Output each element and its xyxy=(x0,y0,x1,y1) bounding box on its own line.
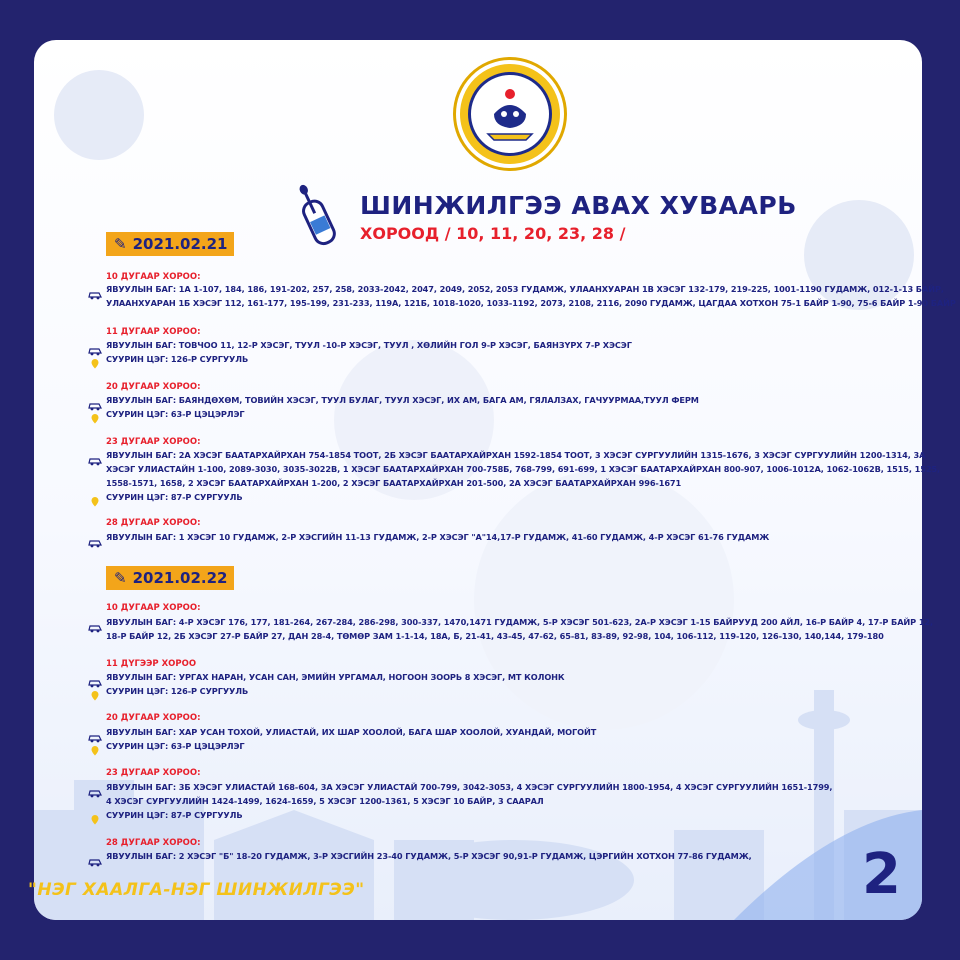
schedule-line: 1558-1571, 1658, 2 ХЭСЭГ БААТАРХАЙРХАН 1-200, 2 ХЭСЭГ БААТАРХАЙРХАН 201-500, 2А ХЭСЭГ БААТАРХАЙРХАН 996-1671 xyxy=(106,478,682,488)
schedule-line: ЯВУУЛЫН БАГ: БАЯНДӨХӨМ, ТОВИЙН ХЭСЭГ, ТУУЛ БУЛАГ, ТУУЛ ХЭСЭГ, ИХ АМ, БАГА АМ, ГЯЛАЛЗАХ, ГАЧУУРМАА,ТУУЛ ФЕРМ xyxy=(106,395,699,405)
schedule-line: 18-Р БАЙР 12, 2Б ХЭСЭГ 27-Р БАЙР 27, ДАН 28-4, ТӨМӨР ЗАМ 1-1-14, 18А, Б, 21-41, 43-45, 47-62, 65-81, 83-89, 92-98, 104, 106-112, 119-120, 126-130, 140,144, 179-180 xyxy=(106,631,884,641)
schedule-line: ЯВУУЛЫН БАГ: ХАР УСАН ТОХОЙ, УЛИАСТАЙ, ИХ ШАР ХООЛОЙ, БАГА ШАР ХООЛОЙ, ХУАНДАЙ, МОГОЙТ xyxy=(106,727,597,737)
khoroo-title: 11 ДҮГЭЭР ХОРОО xyxy=(106,659,197,669)
car-icon xyxy=(88,533,102,543)
pencil-icon: ✎ xyxy=(114,569,127,587)
schedule-line: ЯВУУЛЫН БАГ: 2 ХЭСЭГ "Б" 18-20 ГУДАМЖ, 3-Р ХЭСГИЙН 23-40 ГУДАМЖ, 5-Р ХЭСЭГ 90,91-Р ГУДАМЖ, ЦЭРГИЙН ХОТХОН 77-86 ГУДАМЖ, xyxy=(106,851,752,861)
schedule-line: ЯВУУЛЫН БАГ: 3Б ХЭСЭГ УЛИАСТАЙ 168-604, 3А ХЭСЭГ УЛИАСТАЙ 700-799, 3042-3053, 4 ХЭСЭГ СУРГУУЛИЙН 1800-1954, 4 ХЭСЭГ СУРГУУЛИЙН 1651-1799, xyxy=(106,782,833,792)
schedule-line: ХЭСЭГ УЛИАСТАЙН 1-100, 2089-3030, 3035-3022В, 1 ХЭСЭГ БААТАРХАЙРХАН 700-758Б, 768-799, 691-699, 1 ХЭСЭГ БААТАРХАЙРХАН 800-907, 1006-1012А, 1062-1062В, 1515, 1525, xyxy=(106,464,941,474)
car-icon xyxy=(88,783,102,793)
lion-emblem-icon xyxy=(480,86,540,142)
date-label: 2021.02.21 xyxy=(132,235,228,253)
schedule-line: СУУРИН ЦЭГ: 126-Р СУРГУУЛЬ xyxy=(106,354,249,364)
car-icon xyxy=(88,285,102,295)
pencil-icon: ✎ xyxy=(114,235,127,253)
khoroo-title: 23 ДУГААР ХОРОО: xyxy=(106,768,201,778)
schedule-line: УЛААНХУАРАН 1Б ХЭСЭГ 112, 161-177, 195-199, 231-233, 119А, 121Б, 1018-1020, 1033-1192, 2073, 2108, 2116, 2090 ГУДАМЖ, ЦАГДАА ХОТХОН 75-1 БАЙР 1-90, 75-6 БАЙР 1-90 БАЙР xyxy=(106,298,956,308)
test-tube-icon xyxy=(286,183,346,249)
district-emblem xyxy=(456,60,564,168)
schedule-line: ЯВУУЛЫН БАГ: 1 ХЭСЭГ 10 ГУДАМЖ, 2-Р ХЭСГИЙН 11-13 ГУДАМЖ, 2-Р ХЭСЭГ "А"14,17-Р ГУДАМЖ, 41-60 ГУДАМЖ, 4-Р ХЭСЭГ 61-76 ГУДАМЖ xyxy=(106,532,770,542)
date-badge xyxy=(106,566,234,590)
khoroo-title: 11 ДУГААР ХОРОО: xyxy=(106,327,201,337)
page-subtitle: ХОРООД / 10, 11, 20, 23, 28 / xyxy=(360,224,626,243)
car-icon xyxy=(88,673,102,683)
location-pin-icon xyxy=(88,810,102,820)
schedule-line: СУУРИН ЦЭГ: 126-Р СУРГУУЛЬ xyxy=(106,686,249,696)
location-pin-icon xyxy=(88,409,102,419)
car-icon xyxy=(88,341,102,351)
khoroo-title: 20 ДУГААР ХОРОО: xyxy=(106,382,201,392)
car-icon xyxy=(88,728,102,738)
schedule-line: ЯВУУЛЫН БАГ: 2А ХЭСЭГ БААТАРХАЙРХАН 754-1854 ТООТ, 2Б ХЭСЭГ БААТАРХАЙРХАН 1592-1854 ТООТ, 3 ХЭСЭГ СУРГУУЛИЙН 1315-1676, 3 ХЭСЭГ СУРГУУЛИЙН 1200-1314, 3А xyxy=(106,450,926,460)
virus-decoration xyxy=(54,70,144,160)
car-icon xyxy=(88,852,102,862)
khoroo-title: 10 ДУГААР ХОРОО: xyxy=(106,603,201,613)
schedule-line: СУУРИН ЦЭГ: 63-Р ЦЭЦЭРЛЭГ xyxy=(106,409,245,419)
khoroo-title: 23 ДУГААР ХОРОО: xyxy=(106,437,201,447)
schedule-line: ЯВУУЛЫН БАГ: ТОВЧОО 11, 12-Р ХЭСЭГ, ТУУЛ -10-Р ХЭСЭГ, ТУУЛ , ХӨЛИЙН ГОЛ 9-Р ХЭСЭГ, БАЯНЗҮРХ 7-Р ХЭСЭГ xyxy=(106,340,632,350)
car-icon xyxy=(88,451,102,461)
location-pin-icon xyxy=(88,492,102,502)
schedule-line: 4 ХЭСЭГ СУРГУУЛИЙН 1424-1499, 1624-1659, 5 ХЭСЭГ 1200-1361, 5 ХЭСЭГ 10 БАЙР, 3 СААРАЛ xyxy=(106,796,544,806)
location-pin-icon xyxy=(88,741,102,751)
virus-decoration xyxy=(334,340,494,500)
car-icon xyxy=(88,396,102,406)
schedule-line: СУУРИН ЦЭГ: 87-Р СУРГУУЛЬ xyxy=(106,492,243,502)
page-number: 2 xyxy=(862,842,901,907)
location-pin-icon xyxy=(88,354,102,364)
schedule-line: ЯВУУЛЫН БАГ: 4-Р ХЭСЭГ 176, 177, 181-264, 267-284, 286-298, 300-337, 1470,1471 ГУДАМЖ, 5-Р ХЭСЭГ 501-623, 2А-Р ХЭСЭГ 1-15 БАЙРУУД 200 АЙЛ, 16-Р БАЙР 4, 17-Р БАЙР 12, xyxy=(106,617,934,627)
schedule-line: СУУРИН ЦЭГ: 87-Р СУРГУУЛЬ xyxy=(106,810,243,820)
location-pin-icon xyxy=(88,686,102,696)
car-icon xyxy=(88,618,102,628)
khoroo-title: 28 ДУГААР ХОРОО: xyxy=(106,518,201,528)
page-title: ШИНЖИЛГЭЭ АВАХ ХУВААРЬ xyxy=(360,191,797,220)
schedule-line: СУУРИН ЦЭГ: 63-Р ЦЭЦЭРЛЭГ xyxy=(106,741,245,751)
schedule-line: ЯВУУЛЫН БАГ: 1А 1-107, 184, 186, 191-202, 257, 258, 2033-2042, 2047, 2049, 2052, 2053 ГУДАМЖ, УЛААНХУАРАН 1В ХЭСЭГ 132-179, 219-225, 1001-1190 ГУДАМЖ, 012-1-13 БАЙР, xyxy=(106,284,944,294)
slogan: "НЭГ ХААЛГА-НЭГ ШИНЖИЛГЭЭ" xyxy=(28,880,365,900)
schedule-line: ЯВУУЛЫН БАГ: УРГАХ НАРАН, УСАН САН, ЭМИЙН УРГАМАЛ, НОГООН ЗООРЬ 8 ХЭСЭГ, МТ КОЛОНК xyxy=(106,672,565,682)
date-badge xyxy=(106,232,234,256)
date-label: 2021.02.22 xyxy=(132,569,228,587)
khoroo-title: 10 ДУГААР ХОРОО: xyxy=(106,272,201,282)
khoroo-title: 28 ДУГААР ХОРОО: xyxy=(106,838,201,848)
khoroo-title: 20 ДУГААР ХОРОО: xyxy=(106,713,201,723)
